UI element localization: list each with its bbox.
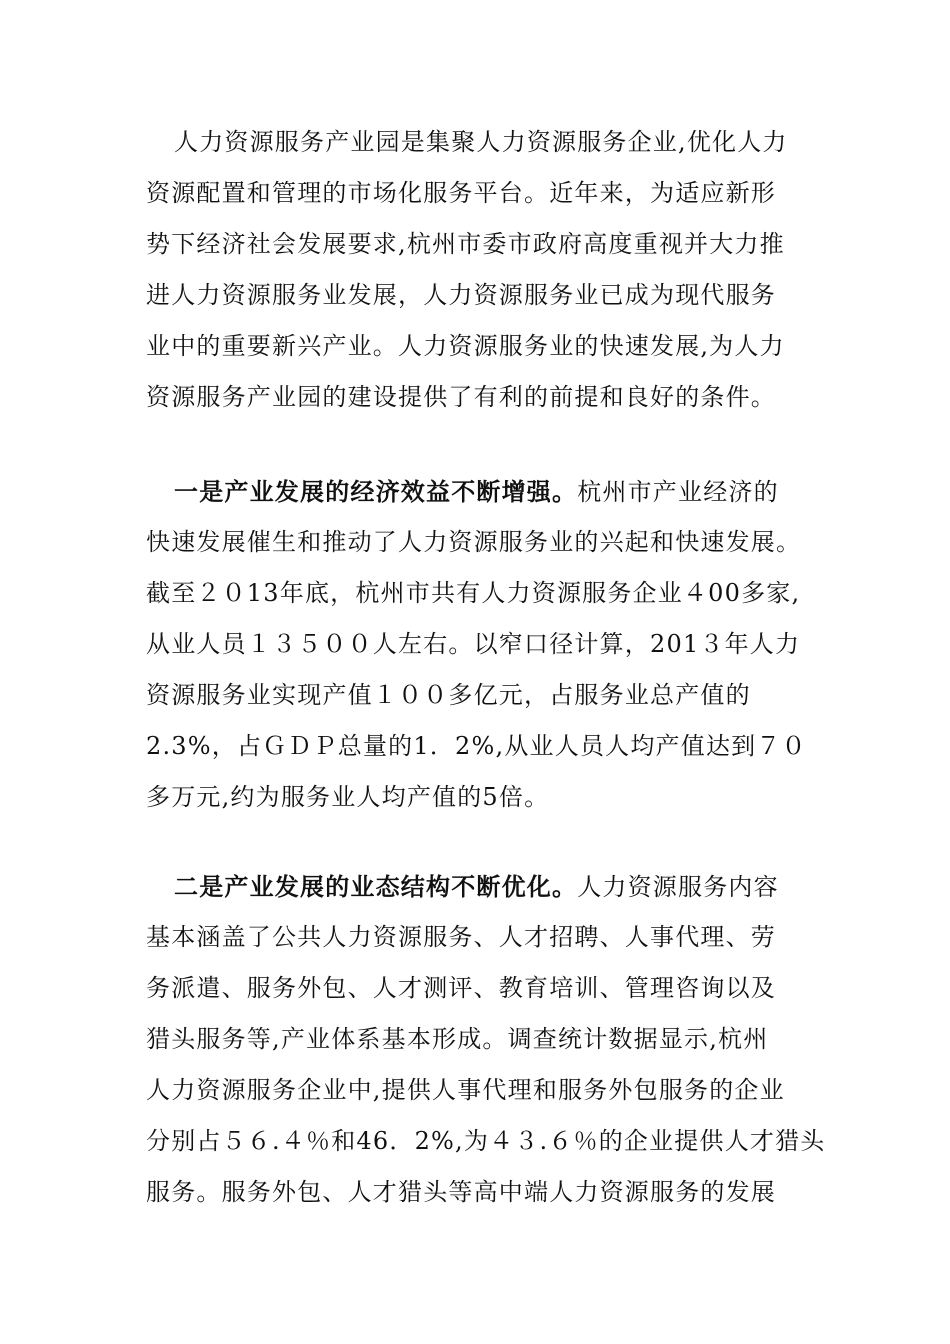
intro-paragraph: [146, 117, 826, 423]
paragraph-line: 基本涵盖了公共人力资源服务、人才招聘、人事代理、劳: [146, 923, 776, 951]
industry-structure-paragraph: [146, 861, 826, 1218]
paragraph-line: 资源服务产业园的建设提供了有利的前提和良好的条件。: [146, 383, 776, 411]
paragraph-line: 人力资源服务企业中,提供人事代理和服务外包服务的企业: [146, 1076, 785, 1104]
paragraph-line: 资源服务业实现产值１００多亿元，占服务业总产值的: [146, 681, 751, 709]
paragraph-line: 业中的重要新兴产业。人力资源服务业的快速发展,为人力: [146, 332, 785, 360]
paragraph-line: 进人力资源服务业发展，人力资源服务业已成为现代服务: [146, 281, 776, 309]
paragraph-first-line-rest: 人力资源服务内容: [577, 873, 779, 901]
paragraph-line: 猎头服务等,产业体系基本形成。调查统计数据显示,杭州: [146, 1025, 769, 1053]
paragraph-lead-heading: 一是产业发展的经济效益不断增强。: [174, 477, 578, 506]
paragraph-line: 2.3%，占ＧＤＰ总量的1．2%,从业人员人均产值达到７０: [146, 732, 807, 760]
paragraph-line: 资源配置和管理的市场化服务平台。近年来，为适应新形: [146, 179, 776, 207]
paragraph-lead-heading: 二是产业发展的业态结构不断优化。: [174, 872, 578, 901]
paragraph-line: 势下经济社会发展要求,杭州市委市政府高度重视并大力推: [146, 230, 785, 258]
economic-benefit-paragraph: [146, 466, 826, 823]
paragraph-line: 务派遣、服务外包、人才测评、教育培训、管理咨询以及: [146, 974, 776, 1002]
paragraph-line: 服务。服务外包、人才猎头等高中端人力资源服务的发展: [146, 1178, 776, 1206]
paragraph-line: 人力资源服务产业园是集聚人力资源服务企业,优化人力: [174, 128, 788, 156]
paragraph-first-line-rest: 杭州市产业经济的: [577, 478, 779, 506]
paragraph-line: 多万元,约为服务业人均产值的5倍。: [146, 783, 550, 811]
paragraph-first-line: [146, 466, 826, 517]
paragraph-line: 分别占５６.４％和46．2%,为４３.６％的企业提供人才猎头: [146, 1127, 826, 1155]
paragraph-line: 快速发展催生和推动了人力资源服务业的兴起和快速发展。: [146, 528, 802, 556]
paragraph-line: 截至２０13年底，杭州市共有人力资源服务企业４00多家,: [146, 579, 801, 607]
paragraph-line: 从业人员１３５００人左右。以窄口径计算，201３年人力: [146, 630, 801, 658]
paragraph-first-line: [146, 861, 826, 912]
